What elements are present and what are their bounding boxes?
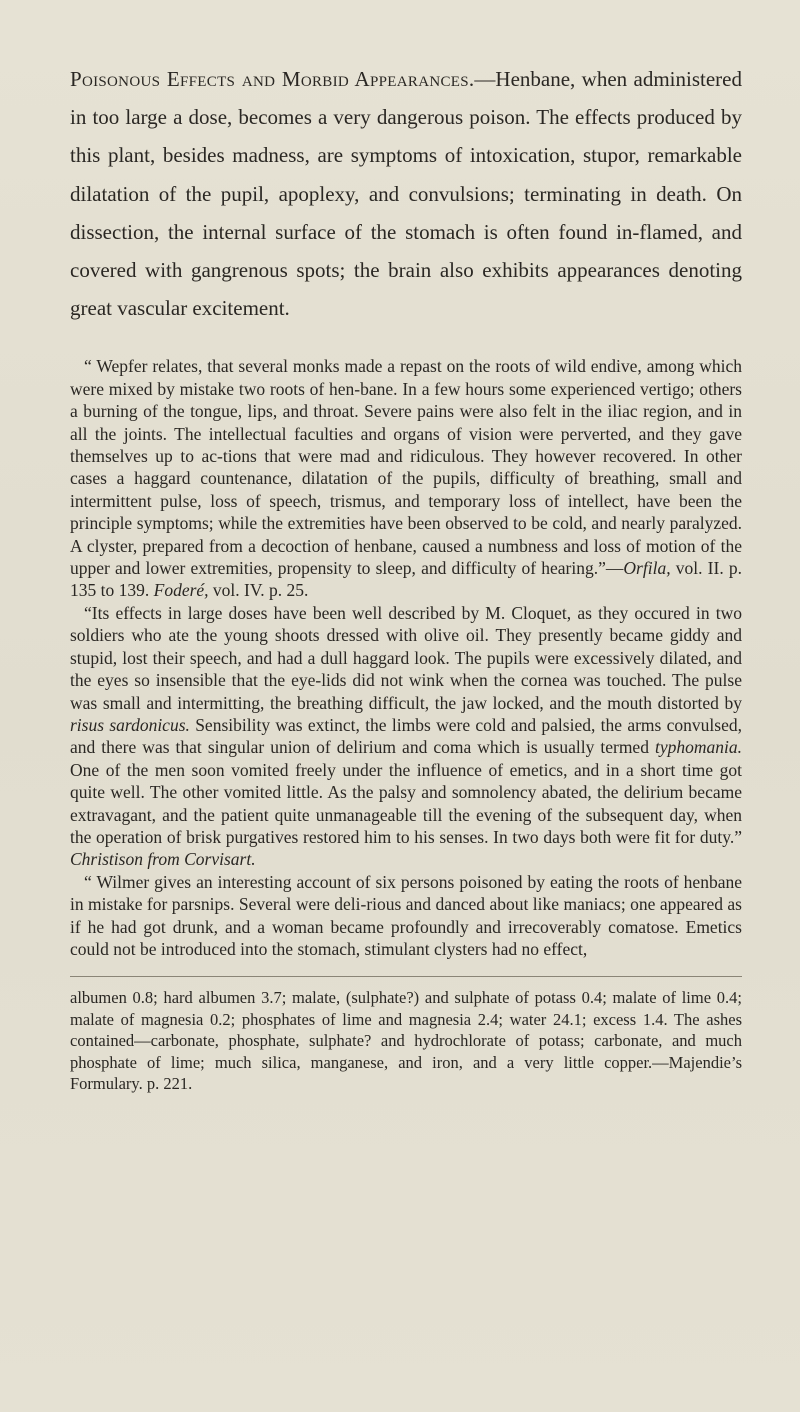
quote-cloquet-part2: Sensibility was extinct, the limbs were cold and palsied, the arms convulsed, and there was that singular union of delirium and coma which is usually termed [70, 714, 742, 758]
page-body [70, 60, 742, 1095]
footnote-text: albumen 0.8; hard albumen 3.7; malate, (sulphate?) and sulphate of potass 0.4; malate of lime 0.4; malate of magnesia 0.2; phosphates of lime and magnesia 2.4; water 24.1; excess 1.4. The ashes contained—carbonate, phosphate, sulphate? and hydrochlorate of potass; carbonate, and much phosphate of lime; much silica, manganese, and iron, and a very little copper.—Majendie’s Formulary. p. 221. [70, 988, 742, 1094]
citation-orfila-ref: vol. II. p. 135 to 139. [70, 558, 742, 601]
citation-christison: Christison from Corvisart. [70, 849, 256, 870]
quote-wilmer [70, 871, 742, 961]
quote-wepfer [70, 355, 742, 601]
quote-cloquet [70, 602, 742, 871]
quote-cloquet-part1: “Its effects in large doses have been well described by M. Cloquet, as they occured in two soldiers who ate the young shoots dressed with olive oil. They presently became giddy and stupid, lost their speech, and had a dull haggard look. The pupils were excessively dilated, and the eyes so insensible that the eye-lids did not wink when the cornea was touched. The pulse was small and intermitting, the breathing difficult, the jaw locked, and the mouth distorted by [70, 602, 742, 713]
quote-wepfer-text: “ Wepfer relates, that several monks made a repast on the roots of wild endive, among which were mixed by mistake two roots of hen-bane. In a few hours some experienced vertigo; others a burning of the tongue, lips, and throat. Severe pains were also felt in the iliac region, and in all the joints. The intellectual faculties and organs of vision were perverted, and they gave themselves up to ac-tions that were mad and ridiculous. They however recovered. In other cases a haggard countenance, dilatation of the pupils, difficulty of breathing, small and intermittent pulse, loss of speech, trismus, and temporary loss of intellect, have been the principle symptoms; while the extremities have been observed to be cold, and nearly paralyzed. A clyster, prepared from a decoction of henbane, caused a numbness and loss of motion of the upper and lower extremities, propensity to sleep, and difficulty of hearing.”— [70, 356, 742, 579]
lead-text: when administered in too large a dose, becomes a very dangerous poison. The effects produced by this plant, besides madness, are symptoms of intoxication, stupor, remarkable dilatation of the pupil, apoplexy, and convulsions; terminating in death. On dissection, the internal surface of the stomach is often found in-flamed, and covered with gangrenous spots; the brain also exhibits appearances denoting great vascular excitement. [70, 67, 742, 321]
footnote-divider [70, 976, 742, 977]
section-heading: Poisonous Effects and Morbid Appearances. [70, 67, 475, 91]
quote-wilmer-text: “ Wilmer gives an interesting account of six persons poisoned by eating the roots of henbane in mistake for parsnips. Several were deli-rious and danced about like maniacs; one appeared as if he had got drunk, and a woman became profoundly and irrecoverably comatose. Emetics could not be introduced into the stomach, stimulant clysters had no effect, [70, 871, 742, 959]
citation-fodere-ref: vol. IV. p. 25. [208, 580, 309, 601]
citation-fodere: Foderé, [153, 580, 209, 601]
lead-paragraph [70, 60, 742, 327]
footnote [70, 987, 742, 1095]
citation-orfila: Orfila, [623, 558, 671, 579]
term-typhomania: typhomania. [654, 737, 742, 758]
section-subject: —Henbane, [474, 67, 576, 91]
quote-cloquet-part3: One of the men soon vomited freely under the influence of emetics, and in a short time got quite well. The other vomited little. As the palsy and somnolency abated, the delirium became extravagant, and the patient quite unmanageable till the evening of the subsequent day, when the operation of brisk purgatives restored him to his senses. In two days both were fit for duty.” [70, 759, 742, 847]
term-risus-sardonicus: risus sardonicus. [70, 714, 190, 735]
